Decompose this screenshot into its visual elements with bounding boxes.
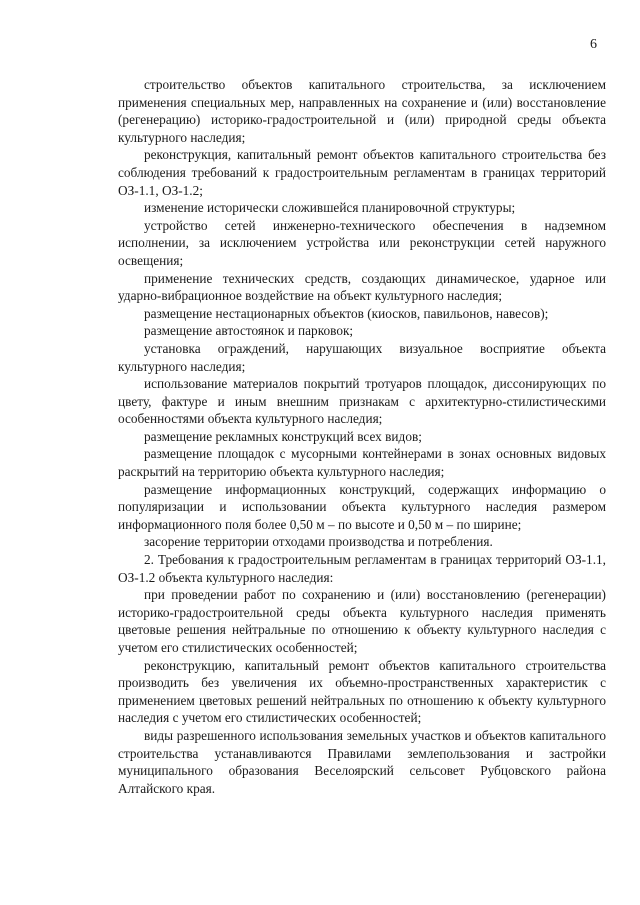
paragraph-restriction-technical-means: применение технических средств, создающих динамическое, ударное или ударно-вибрационное воздействие на объект культурного наследия; (118, 270, 606, 304)
paragraph-restriction-waste-containers: размещение площадок с мусорными контейнерами в зонах основных видовых раскрытий на территорию объекта культурного наследия; (118, 446, 606, 480)
paragraph-restriction-reconstruction: реконструкция, капитальный ремонт объектов капитального строительства без соблюдения требований к градостроительным регламентам в границах территорий ОЗ-1.1, ОЗ-1.2; (118, 147, 606, 198)
paragraph-restriction-information-boards: размещение информационных конструкций, содержащих информацию о популяризации и использовании объекта культурного наследия размером информационного поля более 0,50 м – по высоте и 0,50 м – по ширине; (118, 481, 606, 532)
document-body (118, 76, 606, 797)
paragraph-restriction-advertising: размещение рекламных конструкций всех видов; (144, 428, 422, 444)
paragraph-restriction-planning-structure: изменение исторически сложившейся планировочной структуры; (144, 200, 516, 216)
page-number: 6 (590, 37, 597, 52)
paragraph-requirement-color-solutions: при проведении работ по сохранению и (или) восстановлению (регенерации) историко-градостроительной среды объекта культурного наследия применять цветовые решения нейтральные по отношению к объекту культурного наследия с учетом его стилистических особенностей; (118, 587, 606, 655)
paragraph-requirement-reconstruction: реконструкцию, капитальный ремонт объектов капитального строительства производить без увеличения их объемно-пространственных характеристик с применением цветовых решений нейтральных по отношению к объекту культурного наследия с учетом его стилистических особенностей; (118, 657, 606, 726)
paragraph-restriction-paving-materials: использование материалов покрытий тротуаров площадок, диссонирующих по цвету, фактуре и иным внешним признакам с архитектурно-стилистическими особенностями объекта культурного наследия; (118, 376, 606, 427)
paragraph-restriction-temporary-objects: размещение нестационарных объектов (киосков, павильонов, навесов); (144, 305, 549, 321)
paragraph-requirement-land-use: виды разрешенного использования земельных участков и объектов капитального строительства устанавливаются Правилами землепользования и застройки муниципального образования Веселоярский сельсовет Рубцовского района Алтайского края. (118, 727, 606, 796)
section-heading-requirements: 2. Требования к градостроительным регламентам в границах территорий ОЗ-1.1, ОЗ-1.2 объекта культурного наследия: (118, 552, 606, 585)
paragraph-restriction-littering: засорение территории отходами производства и потребления. (144, 534, 493, 550)
paragraph-restriction-engineering-networks: устройство сетей инженерно-технического обеспечения в надземном исполнении, за исключением устройства или реконструкции сетей наружного освещения; (118, 217, 606, 268)
paragraph-restriction-parking: размещение автостоянок и парковок; (144, 323, 354, 339)
paragraph-restriction-construction: строительство объектов капитального строительства, за исключением применения специальных мер, направленных на сохранение и (или) восстановление (регенерацию) историко-градостроительной и (или) природной среды объекта культурного наследия; (118, 77, 606, 145)
paragraph-restriction-fences: установка ограждений, нарушающих визуальное восприятие объекта культурного наследия; (118, 340, 606, 374)
